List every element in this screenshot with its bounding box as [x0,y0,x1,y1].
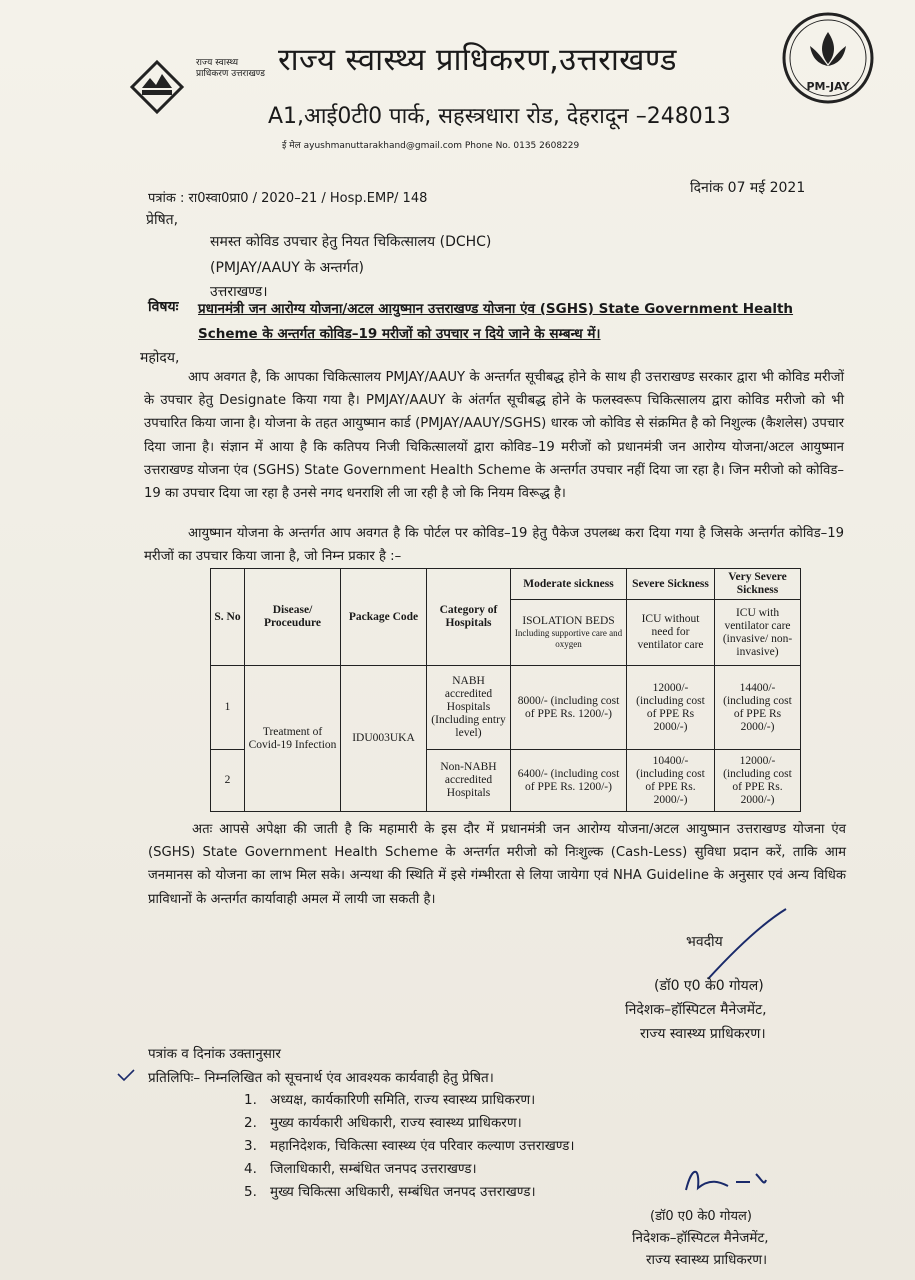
addressee-line-3: उत्तराखण्ड। [210,284,268,300]
signatory-name: (डॉ0 ए0 के0 गोयल) [654,978,764,994]
signatory-designation: निदेशक–हॉस्पिटल मैनेजमेंट, [632,1230,769,1246]
tick-mark-icon [116,1068,136,1082]
copy-item [244,1113,522,1131]
body-paragraph-1: आप अवगत है, कि आपका चिकित्सालय PMJAY/AAUY के अन्तर्गत सूचीबद्ध होने के साथ ही उत्तराखण्ड सरकार द्वारा भी कोविड मरीजों के उपचार हेतु Designate किया गया है। PMJAY/AAUY के अंतर्गत सूचीबद्ध होने के फलस्वरूप चिकित्सालय द्वारा कोविड मरीजो को भी उपचारित किया जाना है। योजना के तहत आयुष्मान कार्ड (PMJAY/AAUY/SGHS) धारक जो कोविड से संक्रमित है को निशुल्क (कैशलेस) उपचार दिया जाना है। संज्ञान में आया है कि कतिपय निजी चिकित्सालयों द्वारा कोविड–19 मरीजों को प्रधानमंत्री जन आरोग्य योजना/अटल आयुष्मान उत्तराखण्ड योजना एंव (SGHS) State Government Health Scheme के अन्तर्गत उपचार नहीं दिया जा रहा है। जिन मरीजो को कोविड– 19 का उपचार दिया जा रहा है उनसे नगद धनराशि ली जा रही है जो कि नियम विरूद्ध है। [144,370,844,502]
subheader-moderate [511,600,627,666]
body-paragraph-3: अतः आपसे अपेक्षा की जाती है कि महामारी के इस दौर में प्रधानमंत्री जन आरोग्य योजना/अटल आयुष्मान उत्तराखण्ड योजना एंव (SGHS) State Government Health Scheme के अन्तर्गत मरीजो को निःशुल्क (Cash-Less) सुविधा प्रदान करें, ताकि आम जनमानस को योजना का लाभ मिल सके। अन्यथा की स्थिति में इसे गंम्भीरता से लिया जायेगा एवं NHA Guideline के अनुसार एवं अन्य विधिक प्राविधानों के अन्तर्गत कार्यावाही अमल में लायी जा सकती है। [148,822,846,907]
logo-left-text: राज्य स्वास्थ्य प्राधिकरण उत्तराखण्ड [196,58,265,79]
body-paragraph-2: आयुष्मान योजना के अन्तर्गत आप अवगत है कि पोर्टल पर कोविड–19 हेतु पैकेज उपलब्ध करा दिया गया है जिसके अन्तर्गत कोविड–19 मरीजों का उपचार किया जाना है, जो निम्न प्रकार है :– [144,526,844,565]
copy-item-number: 2. [244,1115,257,1131]
subheader-moderate-sub: Including supportive care and oxygen [514,628,623,649]
cell-sno: 1 [211,666,245,750]
copy-item [244,1159,477,1177]
subject-text: प्रधानमंत्री जन आरोग्य योजना/अटल आयुष्मान उत्तराखण्ड योजना एंव (SGHS) State Government Health Scheme के अन्तर्गत कोविड–19 मरीजों को उपचार न दिये जाने के सम्बन्ध में। [198,301,794,342]
salutation: महोदय, [140,350,180,366]
copy-item-text: महानिदेशक, चिकित्सा स्वास्थ्य एंव परिवार कल्याण उत्तराखण्ड। [270,1138,575,1154]
copy-item-number: 3. [244,1138,257,1154]
copy-item-number: 4. [244,1161,257,1177]
cell-category: NABH accredited Hospitals (Including entry level) [427,666,511,750]
pmjay-logo-text: PM-JAY [806,80,850,93]
letterhead-address: A1,आई0टी0 पार्क, सहस्त्रधारा रोड, देहरादून –248013 [268,104,731,129]
copy-item-number: 5. [244,1184,257,1200]
copy-reference: पत्रांक व दिनांक उक्तानुसार [148,1046,281,1062]
header-package-code: Package Code [341,569,427,666]
addressee-line-1: समस्त कोविड उपचार हेतु नियत चिकित्सालय (DCHC) [210,234,492,250]
subheader-severe: ICU without need for ventilator care [627,600,715,666]
signatory-office: राज्य स्वास्थ्य प्राधिकरण। [646,1252,768,1268]
subheader-very-severe: ICU with ventilator care (invasive/ non- invasive) [715,600,801,666]
header-sno: S. No [211,569,245,666]
letterhead-contact: ई मेल ayushmanuttarakhand@gmail.com Phone No. 0135 2608229 [282,141,580,151]
copy-item-number: 1. [244,1092,257,1108]
reference-number: पत्रांक : रा0स्वा0प्रा0 / 2020–21 / Hosp.EMP/ 148 [148,191,428,206]
copy-item-text: अध्यक्ष, कार्यकारिणी समिति, राज्य स्वास्थ्य प्राधिकरण। [270,1092,536,1108]
cell-category: Non-NABH accredited Hospitals [427,750,511,812]
cell-severe: 10400/- (including cost of PPE Rs. 2000/-) [627,750,715,812]
header-very-severe: Very Severe Sickness [715,569,801,600]
cell-moderate: 6400/- (including cost of PPE Rs. 1200/-) [511,750,627,812]
addressee-label: प्रेषित, [146,212,179,228]
cell-disease: Treatment of Covid-19 Infection [245,666,341,812]
header-category: Category of Hospitals [427,569,511,666]
copy-item-text: मुख्य चिकित्सा अधिकारी, सम्बंधित जनपद उत्तराखण्ड। [270,1184,536,1200]
signature-stroke [700,905,790,985]
cell-sno: 2 [211,750,245,812]
header-disease: Disease/ Proceudure [245,569,341,666]
copy-item-text: जिलाधिकारी, सम्बंधित जनपद उत्तराखण्ड। [270,1161,477,1177]
subject-label: विषयः [148,299,179,315]
cell-very-severe: 12000/- (including cost of PPE Rs. 2000/-) [715,750,801,812]
addressee-line-2: (PMJAY/AAUY के अन्तर्गत) [210,260,364,276]
copy-item [244,1136,575,1154]
header-severe: Severe Sickness [627,569,715,600]
cell-moderate: 8000/- (including cost of PPE Rs. 1200/-) [511,666,627,750]
signatory-designation: निदेशक–हॉस्पिटल मैनेजमेंट, [625,1002,767,1018]
copy-label: प्रतिलिपिः– निम्नलिखित को सूचनार्थ एंव आवश्यक कार्यवाही हेतु प्रेषित। [148,1070,494,1086]
package-rate-table [210,568,801,812]
header-moderate: Moderate sickness [511,569,627,600]
table-row [211,666,801,750]
cell-package-code: IDU003UKA [341,666,427,812]
copy-item [244,1182,536,1200]
cell-very-severe: 14400/- (including cost of PPE Rs 2000/-) [715,666,801,750]
signatory-name: (डॉ0 ए0 के0 गोयल) [650,1209,752,1224]
subheader-moderate-main: ISOLATION BEDS [522,615,615,627]
letter-date: दिनांक 07 मई 2021 [690,180,806,196]
signature-stroke [680,1160,770,1200]
copy-item [244,1090,535,1108]
closing: भवदीय [686,934,723,950]
cell-severe: 12000/- (including cost of PPE Rs 2000/-) [627,666,715,750]
signatory-office: राज्य स्वास्थ्य प्राधिकरण। [640,1026,766,1042]
letterhead-title: राज्य स्वास्थ्य प्राधिकरण,उत्तराखण्ड [278,42,677,78]
pmjay-logo [780,10,876,106]
copy-item-text: मुख्य कार्यकारी अधिकारी, राज्य स्वास्थ्य प्राधिकरण। [270,1115,522,1131]
uttarakhand-health-authority-logo [128,58,186,116]
